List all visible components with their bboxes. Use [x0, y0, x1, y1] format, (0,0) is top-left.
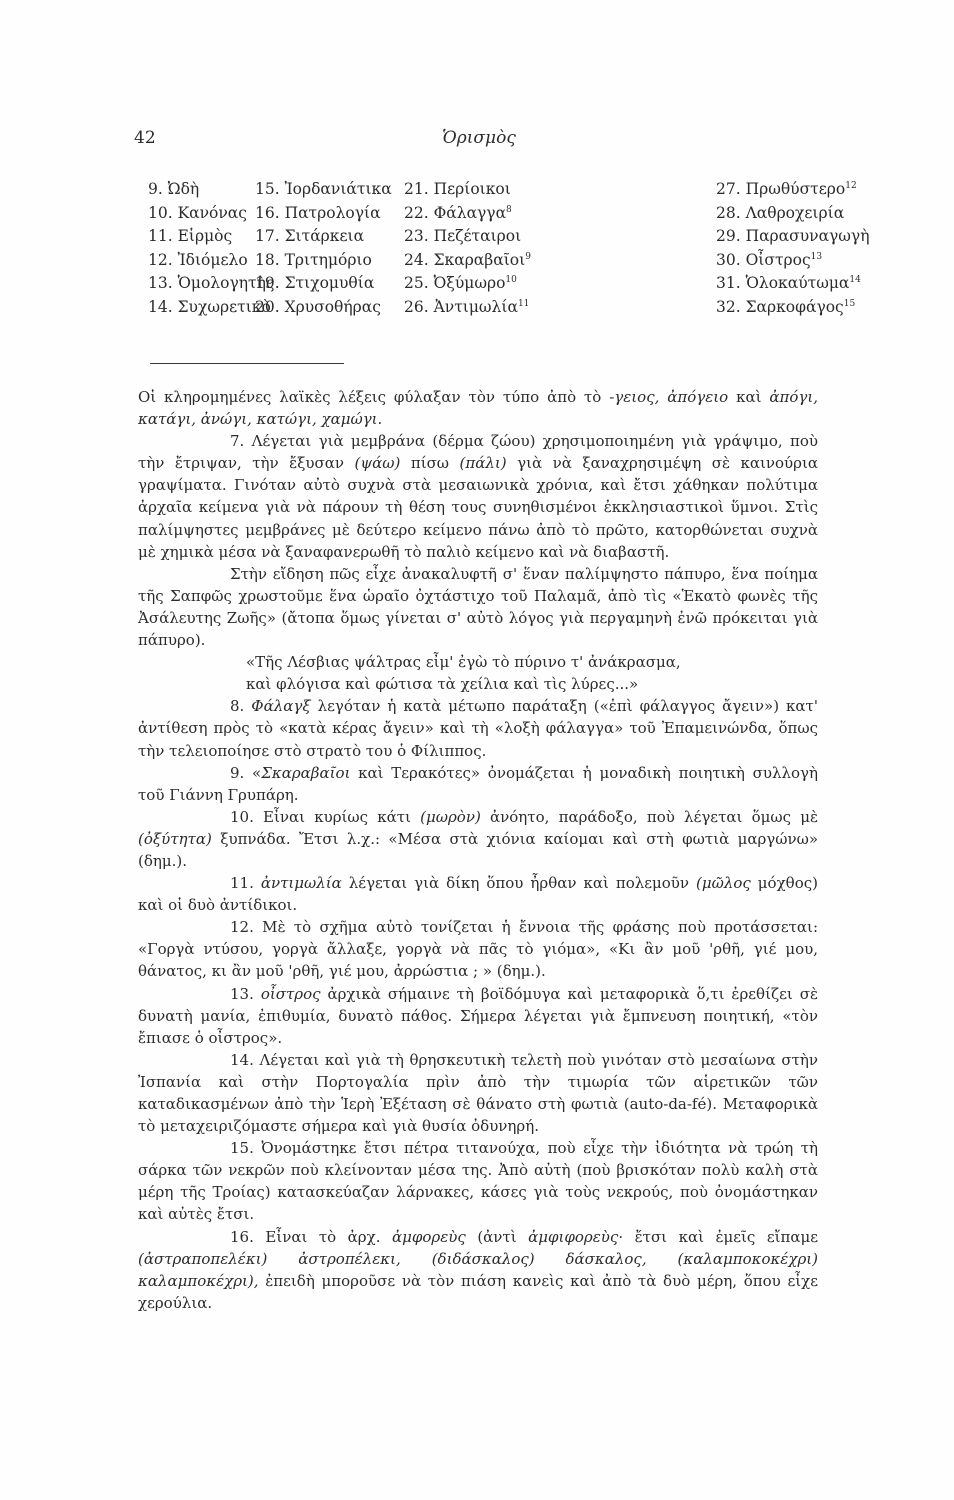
term-item: 10. Κανόνας [148, 203, 247, 222]
term-item: 12. Ἰδιόμελο [148, 250, 248, 269]
page-header [134, 128, 824, 158]
footnote-divider [150, 363, 344, 364]
term-item: 29. Παρασυναγωγὴ [716, 227, 870, 246]
term-item: 25. Ὀξύμωρο$^{10}$ [404, 274, 517, 293]
term-item: 27. Πρωθύστερο$^{12}$ [716, 180, 857, 198]
note-10: 10. Εἶναι κυρίως κάτι (μωρὸν) ἀνόητο, παράδοξο, ποὺ λέγεται ὅμως μὲ (ὀξύτητα) ξυπνάδα. Ἔτσι λ.χ.: «Μέσα στὰ χιόνια καίομαι καὶ στὴ φωτιὰ μαργώνω» (δημ.). [138, 807, 818, 870]
terms-row [148, 227, 868, 251]
term-item: 20. Χρυσοθήρας [255, 297, 381, 316]
terms-row [148, 274, 868, 298]
note-14: 14. Λέγεται καὶ γιὰ τὴ θρησκευτικὴ τελετὴ ποὺ γινόταν στὸ μεσαίωνα στὴν Ἰσπανία καὶ στὴν Πορτογαλία πρὶν ἀπὸ τὴν τιμωρία τῶν αἱρετικῶν τῶν καταδικασμένων ἀπὸ τὴν Ἱερὴ Ἐξέταση σὲ θάνατο στὴ φωτιὰ (auto-da-fé). Μεταφορικὰ τὸ μεταχειριζόμαστε σήμερα καὶ γιὰ θυσία ὀδυνηρή. [138, 1050, 818, 1136]
note-9: 9. «Σκαραβαῖοι καὶ Τερακότες» ὀνομάζεται ἡ μοναδικὴ ποιητικὴ συλλογὴ τοῦ Γιάννη Γρυπάρη. [138, 763, 818, 804]
running-title: Ὁρισμὸς [442, 128, 516, 148]
terms-list [148, 180, 868, 322]
term-item: 18. Τριτημόριο [255, 250, 372, 269]
term-item: 24. Σκαραβαῖοι$^9$ [404, 250, 531, 269]
terms-row [148, 251, 868, 275]
note-11: 11. ἀντιμωλία λέγεται γιὰ δίκη ὅπου ἦρθαν καὶ πολεμοῦν (μῶλος μόχθος) καὶ οἱ δυὸ ἀντίδικοι. [138, 874, 818, 915]
footnotes [138, 386, 818, 1314]
term-item: 14. Συχωρετικὸ [148, 297, 271, 316]
term-item: 30. Οἶστρος$^{13}$ [716, 250, 823, 269]
term-item: 9. Ὠδὴ [148, 180, 200, 198]
term-item: 22. Φάλαγγα$^8$ [404, 203, 512, 222]
note-16: 16. Εἶναι τὸ ἀρχ. ἀμφορεὺς (ἀντὶ ἀμφιφορεὺς· ἔτσι καὶ ἐμεῖς εἴπαμε (ἀστραποπελέκι) ἀστροπέλεκι, (διδάσκαλος) δάσκαλος, (καλαμποκοκέχρι) καλαμποκέχρι), ἐπειδὴ μποροῦσε νὰ τὸν πιάση κανεὶς καὶ ἀπὸ τὰ δυὸ μέρη, ὅπου εἶχε χερούλια. [138, 1227, 818, 1312]
term-item: 32. Σαρκοφάγος$^{15}$ [716, 297, 856, 316]
term-item: 15. Ἰορδανιάτικα [255, 180, 392, 198]
term-item: 19. Στιχομυθία [255, 274, 375, 293]
term-item: 28. Λαθροχειρία [716, 203, 845, 222]
verse-line-1: «Τῆς Λέσβιας ψάλτρας εἶμ' ἐγὼ τὸ πύρινο τ' ἀνάκρασμα, [246, 653, 681, 672]
term-item: 21. Περίοικοι [404, 180, 511, 198]
note-8: 8. Φάλαγξ λεγόταν ἡ κατὰ μέτωπο παράταξη («ἐπὶ φάλαγγος ἄγειν») κατ' ἀντίθεση πρὸς τὸ «κατὰ κέρας ἄγειν» καὶ τὴ «λοξὴ φάλαγγα» τοῦ Ἐπαμεινώνδα, ὅπως τὴν τελειοποίησε στὸ στρατὸ του ὁ Φίλιππος. [138, 697, 818, 760]
term-item: 13. Ὁμολογητὴς [148, 274, 275, 293]
term-item: 26. Ἀντιμωλία$^{11}$ [404, 297, 530, 316]
note-15: 15. Ὀνομάστηκε ἔτσι πέτρα τιτανούχα, ποὺ εἶχε τὴν ἰδιότητα νὰ τρώη τὴ σάρκα τῶν νεκρῶν ποὺ κλείνονταν μέσα της. Ἀπὸ αὐτὴ (ποὺ βρισκόταν πολὺ καλὴ στὰ μέρη τῆς Τροίας) κατασκεύαζαν λάρνακες, κάσες γιὰ τοὺς νεκρούς, ποὺ ὀνομάστηκαν καὶ αὐτὲς ἔτσι. [138, 1139, 818, 1224]
term-item: 23. Πεζέταιροι [404, 227, 522, 246]
note-intro: Οἱ κληρομημένες λαϊκὲς λέξεις φύλαξαν τὸν τύπο ἀπὸ τὸ -γειος, ἀπόγειο καὶ ἀπόγι, κατάγι, ἀνώγι, κατώγι, χαμώγι. [138, 388, 818, 429]
note-12: 12. Μὲ τὸ σχῆμα αὐτὸ τονίζεται ἡ ἔννοια τῆς φράσης ποὺ προτάσσεται: «Γοργὰ ντύσου, γοργὰ ἄλλαξε, γοργὰ νὰ πᾶς τὸ γιόμα», «Κι ἂν μοῦ 'ρθῆ, γιέ μου, θάνατος, κι ἂν μοῦ 'ρθῆ, γιέ μου, ἀρρώστια ; » (δημ.). [138, 918, 818, 981]
term-item: 17. Σιτάρκεια [255, 227, 365, 246]
page-number: 42 [134, 128, 156, 148]
note-13: 13. οἶστρος ἀρχικὰ σήμαινε τὴ βοϊδόμυγα καὶ μεταφορικὰ ὅ,τι ἐρεθίζει σὲ δυνατὴ μανία, ἐπιθυμία, δυνατὸ πάθος. Σήμερα λέγεται γιὰ ἔμπνευση ποιητική, «τὸν ἔπιασε ὁ οἶστρος». [138, 984, 818, 1047]
term-item: 11. Εἱρμὸς [148, 227, 233, 246]
term-item: 31. Ὁλοκαύτωμα$^{14}$ [716, 274, 861, 293]
note-7: 7. Λέγεται γιὰ μεμβράνα (δέρμα ζώου) χρησιμοποιημένη γιὰ γράψιμο, ποὺ τὴν ἔτριψαν, τὴν ἔξυσαν (ψάω) πίσω (πάλι) γιὰ νὰ ξαναχρησιμέψη σὲ καινούρια γραψίματα. Γινόταν αὐτὸ συχνὰ στὰ μεσαιωνικὰ χρόνια, καὶ ἔτσι χάθηκαν πολύτιμα ἀρχαῖα κείμενα γιὰ νὰ πάρουν τὴ θέση τους συνηθισμένοι ἐκκλησιαστικοὶ ὕμνοι. Στὶς παλίμψηστες μεμβράνες μὲ δεύτερο κείμενο πάνω ἀπὸ τὸ πρῶτο, κατορθώνεται συχνὰ μὲ χημικὰ μέσα νὰ ξαναφανερωθῆ τὸ παλιὸ κείμενο καὶ νὰ διαβαστῆ. [138, 432, 819, 561]
note-7-continued: Στὴν εἴδηση πῶς εἶχε ἀνακαλυφτῆ σ' ἕναν παλίμψηστο πάπυρο, ἕνα ποίημα τῆς Σαπφῶς χρωστοῦμε ἕνα ὡραῖο ὀχτάστιχο τοῦ Παλαμᾶ, ἀπὸ τὶς «Ἑκατὸ φωνὲς τῆς Ἀσάλευτης Ζωῆς» (ἄτοπα ὅμως γίνεται σ' αὐτὸ λόγος γιὰ περγαμηνὴ ἐνῶ πρόκειται γιὰ πάπυρο). [138, 564, 818, 650]
terms-row [148, 298, 868, 322]
terms-row [148, 204, 868, 228]
term-item: 16. Πατρολογία [255, 203, 381, 222]
verse-line-2: καὶ φλόγισα καὶ φώτισα τὰ χείλια καὶ τὶς λύρες...» [246, 675, 639, 694]
terms-row [148, 180, 868, 204]
